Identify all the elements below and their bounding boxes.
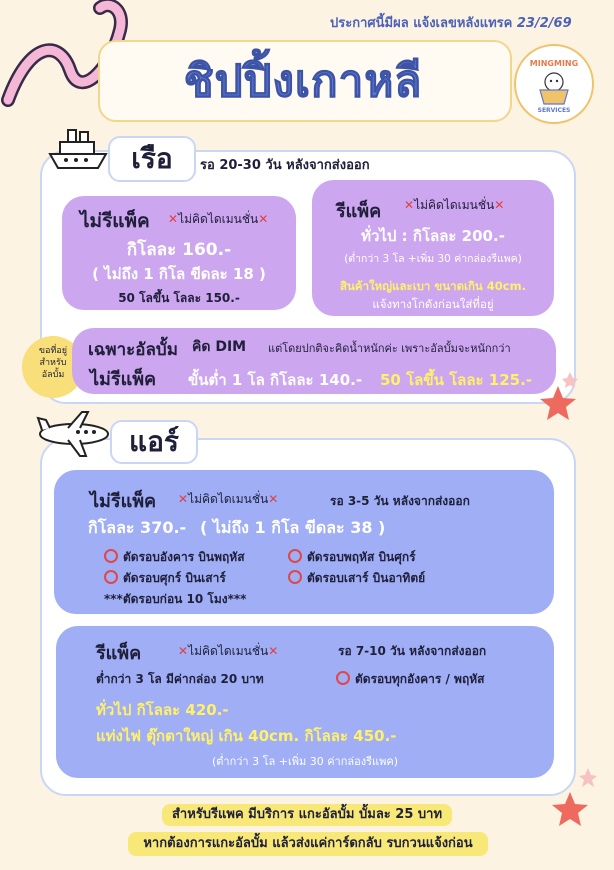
air-cutoff-note: ***ตัดรอบก่อน 10 โมง*** — [104, 592, 247, 606]
ship-album-dim-note: แต่โดยปกติจะคิดน้ำหนักค่ะ เพราะอัลบั้มจะหนักกว่า — [268, 342, 511, 355]
circle-bullet-icon — [288, 570, 302, 584]
air-cutoff-item: ตัดรอบพฤหัส บินศุกร์ — [288, 548, 416, 567]
star-icon — [538, 370, 578, 424]
air-no-repack-note: ✕ไม่คิดไดเมนชั่น✕ — [178, 492, 279, 506]
cross-icon: ✕ — [404, 198, 415, 212]
air-no-repack-round: ( ไม่ถึง 1 กิโล ขีดละ 38 ) — [200, 518, 386, 537]
ship-no-repack-price: กิโลละ 160.- — [126, 240, 232, 260]
air-no-repack-price: กิโลละ 370.- — [88, 518, 187, 537]
air-cutoff-item: ตัดรอบเสาร์ บินอาทิตย์ — [288, 569, 425, 588]
brand-logo — [514, 44, 594, 124]
air-cutoff-item: ตัดรอบอังคาร บินพฤหัส — [104, 548, 245, 567]
air-repack-big: แท่งไฟ ตุ๊กตาใหญ่ เกิน 40cm. กิโลละ 450.- — [96, 727, 397, 745]
air-repack-wait: รอ 7-10 วัน หลังจากส่งออก — [338, 644, 487, 658]
cross-icon: ✕ — [178, 492, 189, 506]
air-cutoff-item: ตัดรอบศุกร์ บินเสาร์ — [104, 569, 226, 588]
star-icon — [548, 766, 598, 830]
ship-album-title-2: ไม่รีแพ็ค — [90, 369, 157, 390]
ship-album-bulk: 50 โลขึ้น โลละ 125.- — [380, 371, 533, 389]
air-no-repack-title: ไม่รีแพ็ค — [90, 491, 157, 512]
ship-repack-sub: (ต่ำกว่า 3 โล +เพิ่ม 30 ค่ากล่องรีแพค) — [344, 253, 522, 265]
logo-icon — [516, 46, 592, 122]
logo-bottom-text: SERVICES — [537, 107, 571, 114]
ship-album-title: เฉพาะอัลบั้ม — [88, 340, 178, 360]
ship-no-repack-title: ไม่รีแพ็ค — [80, 210, 150, 232]
circle-bullet-icon — [288, 549, 302, 563]
footer-line-1: สำหรับรีแพค มีบริการ แกะอัลบั้ม บั้มละ 25 บาท — [162, 804, 452, 826]
circle-bullet-icon — [104, 549, 118, 563]
cross-icon: ✕ — [178, 644, 189, 658]
ship-album-price: ขั้นต่ำ 1 โล กิโลละ 140.- — [188, 371, 363, 389]
circle-bullet-icon — [336, 671, 350, 685]
ship-repack-big-1: สินค้าใหญ่และเบา ขนาดเกิน 40cm. — [340, 279, 526, 293]
ship-album-dim: คิด DIM — [192, 339, 247, 355]
air-repack-note: ✕ไม่คิดไดเมนชั่น✕ — [178, 644, 279, 658]
ship-section-label: เรือ — [108, 136, 196, 182]
airplane-icon — [34, 408, 114, 460]
cross-icon: ✕ — [494, 198, 505, 212]
air-repack-small: ต่ำกว่า 3 โล มีค่ากล่อง 20 บาท — [96, 672, 264, 686]
cross-icon: ✕ — [258, 212, 269, 226]
circle-bullet-icon — [104, 570, 118, 584]
ship-no-repack-note: ✕ไม่คิดไดเมนชั่น✕ — [168, 212, 269, 226]
logo-top-text: MINGMING — [529, 59, 579, 68]
ship-repack-note: ✕ไม่คิดไดเมนชั่น✕ — [404, 198, 505, 212]
album-address-badge-text: ขอที่อยู่ สำหรับ อัลบั้ม — [38, 346, 68, 380]
ship-wait-text: รอ 20-30 วัน หลังจากส่งออก — [200, 158, 370, 173]
ship-repack-title: รีแพ็ค — [336, 201, 382, 222]
air-no-repack-wait: รอ 3-5 วัน หลังจากส่งออก — [330, 494, 470, 508]
cross-icon: ✕ — [268, 644, 279, 658]
air-repack-sub: (ต่ำกว่า 3 โล +เพิ่ม 30 ค่ากล่องรีแพค) — [211, 755, 399, 768]
air-repack-cutoff: ตัดรอบทุกอังคาร / พฤหัส — [336, 670, 484, 689]
notice-text: ประกาศนี้มีผล แจ้งเลขหลังแทรค 23/2/69 — [330, 16, 572, 31]
ship-repack-big-2: แจ้งทางโกดังก่อนใส่ที่อยู่ — [372, 297, 494, 311]
ship-no-repack-round: ( ไม่ถึง 1 กิโล ขีดละ 18 ) — [92, 265, 266, 283]
cross-icon: ✕ — [168, 212, 179, 226]
air-repack-title: รีแพ็ค — [96, 643, 142, 664]
ship-icon — [46, 124, 110, 174]
footer-line-2: หากต้องการแกะอัลบั้ม แล้วส่งแค่การ์ดกลับ รบกวนแจ้งก่อน — [128, 832, 488, 856]
air-section-label: แอร์ — [110, 420, 198, 464]
air-repack-price: ทั่วไป กิโลละ 420.- — [96, 701, 229, 719]
page-title: ชิปปิ้งเกาหลี — [183, 56, 423, 107]
ship-no-repack-bulk: 50 โลขึ้น โลละ 150.- — [118, 291, 240, 305]
cross-icon: ✕ — [268, 492, 279, 506]
ship-repack-price: ทั่วไป : กิโลละ 200.- — [361, 227, 505, 245]
